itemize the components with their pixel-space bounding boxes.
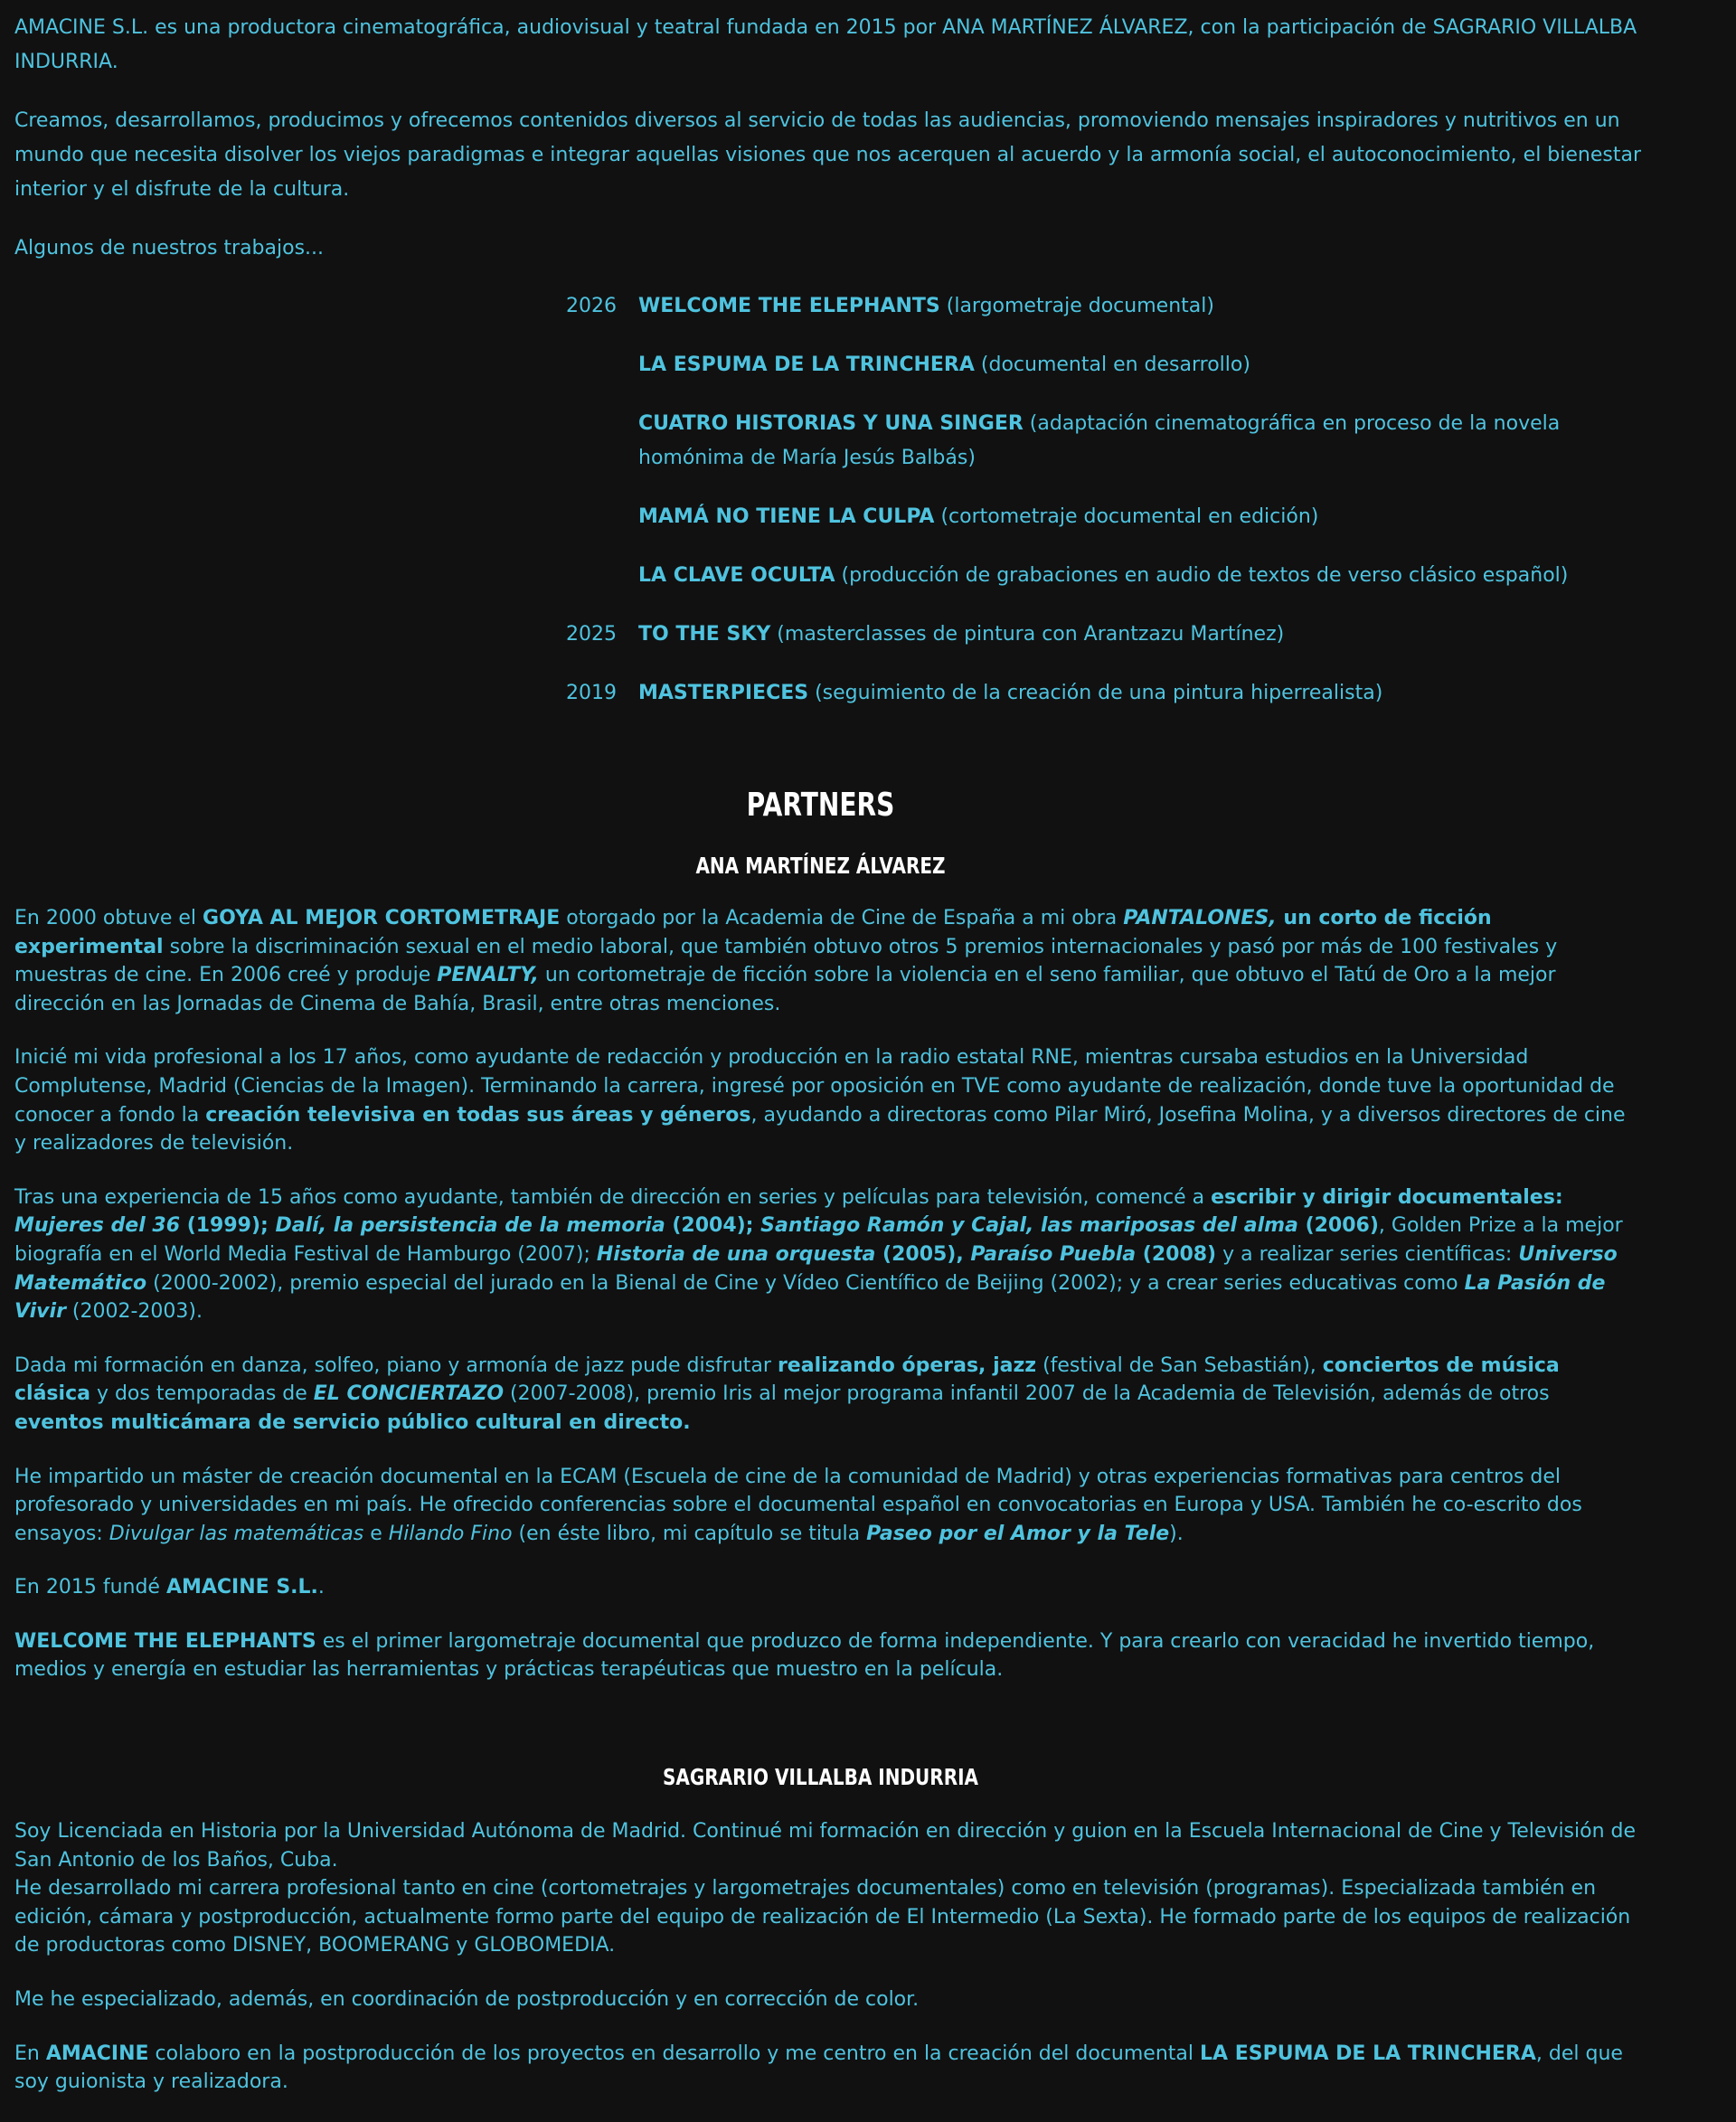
work-item — [566, 618, 1606, 652]
body-text: . — [317, 1576, 325, 1599]
bio-paragraph — [14, 1874, 1642, 1960]
body-text: sobre la discriminación sexual en el medio laboral, que también obtuvo otros 5 premios internacionales y pasó por más de 100 festivales y muestras de cine. En 2006 creé y produje — [14, 935, 1558, 987]
emphasis-text: Paraíso Puebla — [970, 1242, 1137, 1266]
emphasis-text: creación televisiva en todas sus áreas y géneros — [205, 1103, 751, 1127]
emphasis-text: (2005), — [875, 1242, 971, 1266]
emphasis-text: escribir y dirigir documentales: — [1211, 1185, 1563, 1209]
work-description: (largometraje documental) — [939, 295, 1214, 317]
partner-name-ana: ANA MARTÍNEZ ÁLVAREZ — [695, 853, 946, 879]
body-text: colaboro en la postproducción de los proyectos en desarrollo y me centro en la creación del documental — [148, 2042, 1200, 2065]
intro-paragraph: Algunos de nuestros trabajos... — [14, 237, 325, 259]
emphasis-text: Santiago Ramón y Cajal, las mariposas del alma — [760, 1214, 1298, 1238]
partners-heading: PARTNERS — [746, 787, 895, 824]
work-title: MASTERPIECES — [638, 682, 809, 704]
intro-paragraph: Creamos, desarrollamos, producimos y ofrecemos contenidos diversos al servicio de todas las audiencias, promoviendo mensajes inspiradores y nutritivos en un mundo que necesita disolver los viejos paradigmas e integrar aquellas visiones que nos acerquen al acuerdo y la armonía social, el autoconocimiento, el bienestar interior y el disfrute de la cultura. — [14, 109, 1642, 201]
emphasis-text: Hilando Fino — [388, 1522, 513, 1545]
emphasis-text: AMACINE — [45, 2042, 149, 2065]
body-text: He impartido un máster de creación documental en la ECAM (Escuela de cine de la comunidad de Madrid) y otras experiencias formativas para centros del profesorado y universidades en mi país. He ofrecido conferencias sobre el documental español en convocatorias en Europa y USA. También he co-escrito dos ensayos: — [14, 1465, 1582, 1545]
emphasis-text: Divulgar las matemáticas — [108, 1522, 364, 1545]
bio-paragraph — [14, 1043, 1642, 1157]
work-year — [566, 559, 638, 593]
intro-paragraph: AMACINE S.L. es una productora cinematográfica, audiovisual y teatral fundada en 2015 por ANA MARTÍNEZ ÁLVAREZ, con la participación de SAGRARIO VILLALBA INDURRIA. — [14, 16, 1637, 73]
work-year: 2025 — [566, 623, 617, 646]
body-text: Inicié mi vida profesional a los 17 años, como ayudante de redacción y producción en la radio estatal RNE, mientras cursaba estudios en la Universidad Complutense, Madrid (Ciencias de la Imagen). Terminando la carrera, ingresé por oposición en TVE como ayudante de realización, donde tuve la oportunidad de conocer a fondo la — [14, 1046, 1615, 1127]
bio-paragraph — [14, 1627, 1642, 1684]
work-item — [566, 676, 1606, 711]
emphasis-text: PENALTY, — [437, 964, 539, 987]
work-title: LA ESPUMA DE LA TRINCHERA — [638, 354, 975, 376]
bio-paragraph — [14, 2040, 1642, 2097]
emphasis-text: realizando óperas, jazz — [777, 1353, 1037, 1377]
emphasis-text: WELCOME THE ELEPHANTS — [14, 1629, 316, 1653]
bio-paragraph — [14, 904, 1642, 1018]
ana-bio — [14, 904, 1642, 1710]
emphasis-text: eventos multicámara de servicio público cultural en directo. — [14, 1410, 691, 1434]
work-item — [566, 289, 1606, 324]
body-text: (en éste libro, mi capítulo se titula — [512, 1522, 867, 1545]
emphasis-text: PANTALONES, — [1123, 907, 1277, 929]
work-description: (documental en desarrollo) — [974, 354, 1250, 376]
work-item — [566, 407, 1606, 476]
work-description: (seguimiento de la creación de una pintura hiperrealista) — [808, 682, 1383, 704]
partner-name-sagrario: SAGRARIO VILLALBA INDURRIA — [662, 1764, 979, 1790]
work-year — [566, 407, 638, 476]
body-text: , Golden Prize a la mejor biografía en el World Media Festival de Hamburgo (2007); — [14, 1214, 1623, 1266]
body-text: es el primer largometraje documental que produzco de forma independiente. Y para crearlo con veracidad he invertido tiempo, medios y energía en estudiar las herramientas y prácticas terapéuticas que muestro en la película. — [14, 1629, 1595, 1682]
body-text: y dos temporadas de — [90, 1382, 314, 1406]
body-text: (2000-2002), premio especial del jurado en la Bienal de Cine y Vídeo Científico de Beijing (2002); y a crear series educativas como — [146, 1271, 1465, 1295]
emphasis-text: Mujeres del 36 — [14, 1214, 181, 1238]
body-text: Me he especializado, además, en coordinación de postproducción y en corrección de color. — [14, 1987, 920, 2011]
bio-paragraph — [14, 1184, 1642, 1326]
work-year — [566, 348, 638, 382]
body-text: e — [363, 1522, 389, 1545]
emphasis-text: (2008) — [1136, 1242, 1217, 1266]
work-year: 2026 — [566, 295, 617, 317]
emphasis-text: Dalí, la persistencia de la memoria — [275, 1214, 665, 1238]
emphasis-text: Historia de una orquesta — [596, 1242, 876, 1266]
body-text: En 2000 obtuve el — [14, 907, 203, 929]
work-item — [566, 500, 1606, 534]
body-text: otorgado por la Academia de Cine de España a mi obra — [560, 907, 1124, 929]
work-year — [566, 500, 638, 534]
work-item — [566, 559, 1606, 593]
work-description: (cortometraje documental en edición) — [934, 505, 1319, 528]
body-text: Dada mi formación en danza, solfeo, piano y armonía de jazz pude disfrutar — [14, 1353, 778, 1377]
work-title: CUATRO HISTORIAS Y UNA SINGER — [638, 412, 1024, 435]
work-description: (producción de grabaciones en audio de textos de verso clásico español) — [835, 564, 1569, 587]
bio-paragraph — [14, 1985, 1642, 2014]
bio-paragraph — [14, 1573, 1642, 1602]
works-list — [566, 289, 1606, 735]
emphasis-text: (2004); — [665, 1214, 761, 1238]
work-description: (masterclasses de pintura con Arantzazu Martínez) — [770, 623, 1285, 646]
body-text: He desarrollado mi carrera profesional tanto en cine (cortometrajes y largometrajes documentales) como en televisión (programas). Especializada también en edición, cámara y postproducción, actualmente formo parte del equipo de realización de El Intermedio (La Sexta). He formado parte de los equipos de realización de productoras como DISNEY, BOOMERANG y GLOBOMEDIA. — [14, 1877, 1631, 1957]
emphasis-text: LA ESPUMA DE LA TRINCHERA — [1200, 2042, 1536, 2065]
emphasis-text: EL CONCIERTAZO — [313, 1382, 505, 1406]
work-title: TO THE SKY — [638, 623, 771, 646]
emphasis-text: GOYA AL MEJOR CORTOMETRAJE — [203, 907, 561, 929]
intro-section — [14, 11, 1642, 290]
body-text: Tras una experiencia de 15 años como ayudante, también de dirección en series y películas para televisión, comencé a — [14, 1185, 1212, 1209]
body-text: Soy Licenciada en Historia por la Universidad Autónoma de Madrid. Continué mi formación en dirección y guion en la Escuela Internacional de Cine y Televisión de San Antonio de los Baños, Cuba. — [14, 1820, 1637, 1872]
sagrario-bio — [14, 1817, 1642, 2122]
body-text: ). — [1169, 1522, 1184, 1545]
body-text: En — [14, 2042, 46, 2065]
body-text: En 2015 fundé — [14, 1576, 166, 1599]
bio-paragraph — [14, 1463, 1642, 1549]
emphasis-text: conciertos de música clásica — [14, 1353, 1560, 1406]
work-year: 2019 — [566, 682, 617, 704]
work-title: WELCOME THE ELEPHANTS — [638, 295, 940, 317]
emphasis-text: (1999); — [180, 1214, 276, 1238]
body-text: y a realizar series científicas: — [1216, 1242, 1519, 1266]
body-text: (2007-2008), premio Iris al mejor programa infantil 2007 de la Academia de Televisión, además de otros — [504, 1382, 1550, 1406]
work-title: LA CLAVE OCULTA — [638, 564, 835, 587]
work-title: MAMÁ NO TIENE LA CULPA — [638, 505, 935, 528]
body-text: , del que soy guionista y realizadora. — [14, 2042, 1623, 2094]
body-text: (festival de San Sebastián), — [1036, 1353, 1323, 1377]
body-text: un cortometraje de ficción sobre la violencia en el seno familiar, que obtuvo el Tatú de Oro a la mejor dirección en las Jornadas de Cinema de Bahía, Brasil, entre otras menciones. — [14, 964, 1556, 1015]
body-text: , ayudando a directoras como Pilar Miró, Josefina Molina, y a diversos directores de cine y realizadores de televisión. — [14, 1103, 1626, 1155]
emphasis-text: Universo Matemático — [14, 1242, 1618, 1295]
emphasis-text: un corto de ficción experimental — [14, 907, 1492, 958]
work-description: (adaptación cinematográfica en proceso de la novela homónima de María Jesús Balbás) — [638, 412, 1561, 469]
bio-paragraph — [14, 1817, 1642, 1874]
emphasis-text: (2006) — [1297, 1214, 1379, 1238]
work-item — [566, 348, 1606, 382]
emphasis-text: La Pasión de Vivir — [14, 1271, 1606, 1324]
bio-paragraph — [14, 1352, 1642, 1438]
emphasis-text: AMACINE S.L. — [165, 1576, 318, 1599]
body-text: (2002-2003). — [65, 1300, 203, 1324]
emphasis-text: Paseo por el Amor y la Tele — [866, 1522, 1170, 1545]
